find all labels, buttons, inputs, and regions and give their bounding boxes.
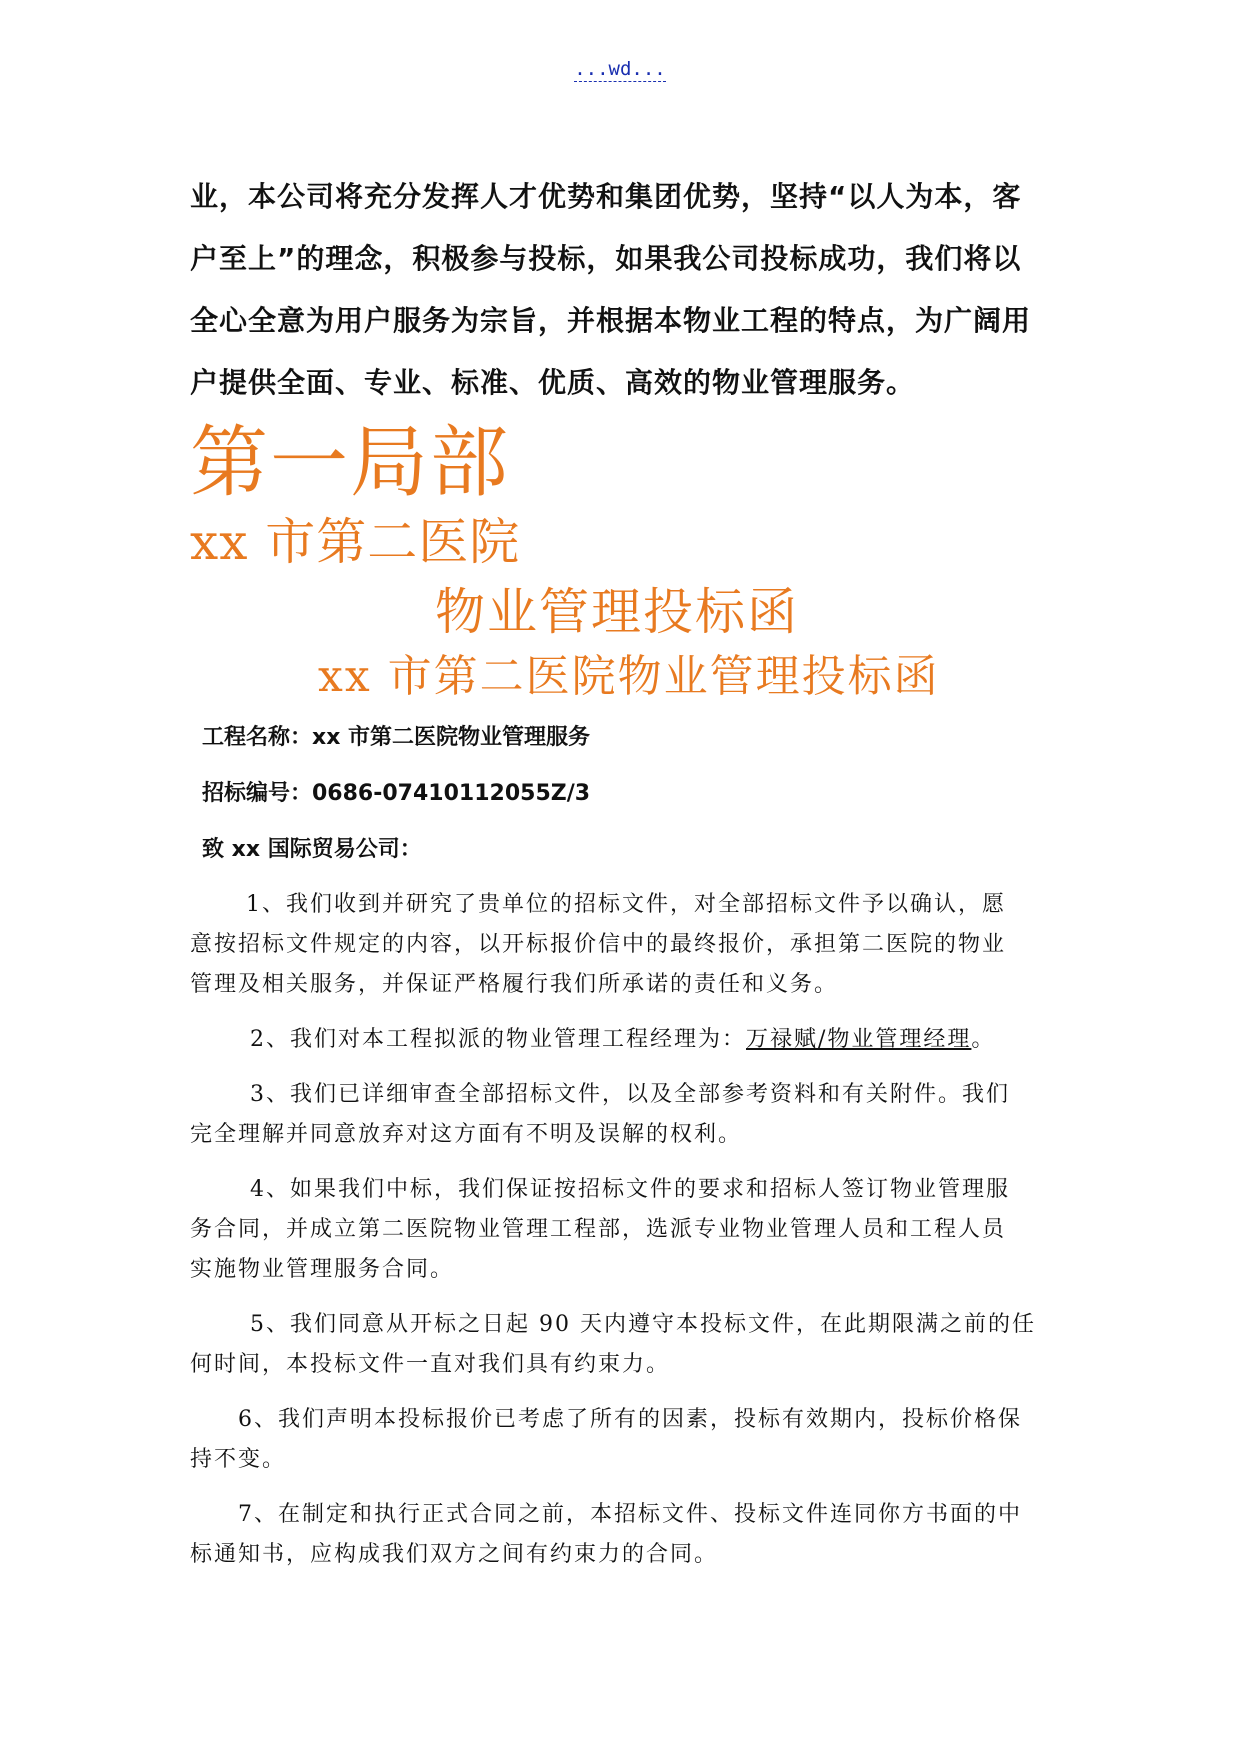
intro-line: 户提供全面、专业、标准、优质、高效的物业管理服务。 [190,366,916,399]
intro-line: 业，本公司将充分发挥人才优势和集团优势，坚持“以人为本，客 [190,180,1022,213]
clause-6 [190,1400,1050,1480]
clause-line: 意按招标文件规定的内容，以开标报价信中的最终报价，承担第二医院的物业 [190,932,1007,957]
header-mark-text: ...wd... [574,58,666,80]
clause-line: 实施物业管理服务合同。 [190,1257,455,1282]
section-title: 第一局部 [190,418,511,508]
clause-2 [190,1020,1050,1060]
clause-line: 4、如果我们中标，我们保证按招标文件的要求和招标人签订物业管理服 [250,1177,1010,1202]
clause-line: 管理及相关服务，并保证严格履行我们所承诺的责任和义务。 [190,972,839,997]
clause-line: 何时间，本投标文件一直对我们具有约束力。 [190,1352,671,1377]
full-title: xx 市第二医院物业管理投标函 [318,651,940,702]
clause-4 [190,1170,1050,1290]
intro-line: 户至上”的理念，积极参与投标，如果我公司投标成功，我们将以 [190,242,1022,275]
clause-line: 6、我们声明本投标报价已考虑了所有的因素，投标有效期内，投标价格保 [238,1407,1022,1432]
project-name: 工程名称：xx 市第二医院物业管理服务 [202,725,591,750]
clause-7 [190,1495,1050,1575]
clause-line: 务合同，并成立第二医院物业管理工程部，选派专业物业管理人员和工程人员 [190,1217,1007,1242]
clause-1 [190,885,1050,1005]
clause-line: 标通知书，应构成我们双方之间有约束力的合同。 [190,1542,719,1567]
clause-line: 1、我们收到并研究了贵单位的招标文件，对全部招标文件予以确认，愿 [246,892,1006,917]
hospital-title: xx 市第二医院 [190,513,521,571]
clause-line: 5、我们同意从开标之日起 90 天内遵守本投标文件，在此期限满之前的任 [250,1312,1036,1337]
clause-5 [190,1305,1050,1385]
clause-2-suffix: 。 [971,1027,996,1052]
clause-line: 3、我们已详细审查全部招标文件，以及全部参考资料和有关附件。我们 [250,1082,1010,1107]
tender-number: 招标编号：0686-07410112055Z/3 [202,781,591,806]
clause-line: 持不变。 [190,1447,287,1472]
clause-2-prefix: 2、我们对本工程拟派的物业管理工程经理为： [250,1027,746,1052]
clause-line: 完全理解并同意放弃对这方面有不明及误解的权利。 [190,1122,743,1147]
header-mark [0,58,1240,80]
intro-paragraph [190,166,1060,414]
letter-title: 物业管理投标函 [435,583,799,641]
intro-line: 全心全意为用户服务为宗旨，并根据本物业工程的特点，为广阔用 [190,304,1032,337]
manager-name: 万禄赋/物业管理经理 [746,1027,972,1052]
recipient: 致 xx 国际贸易公司： [202,837,422,862]
clause-3 [190,1075,1050,1155]
clause-line: 7、在制定和执行正式合同之前，本招标文件、投标文件连同你方书面的中 [238,1502,1022,1527]
